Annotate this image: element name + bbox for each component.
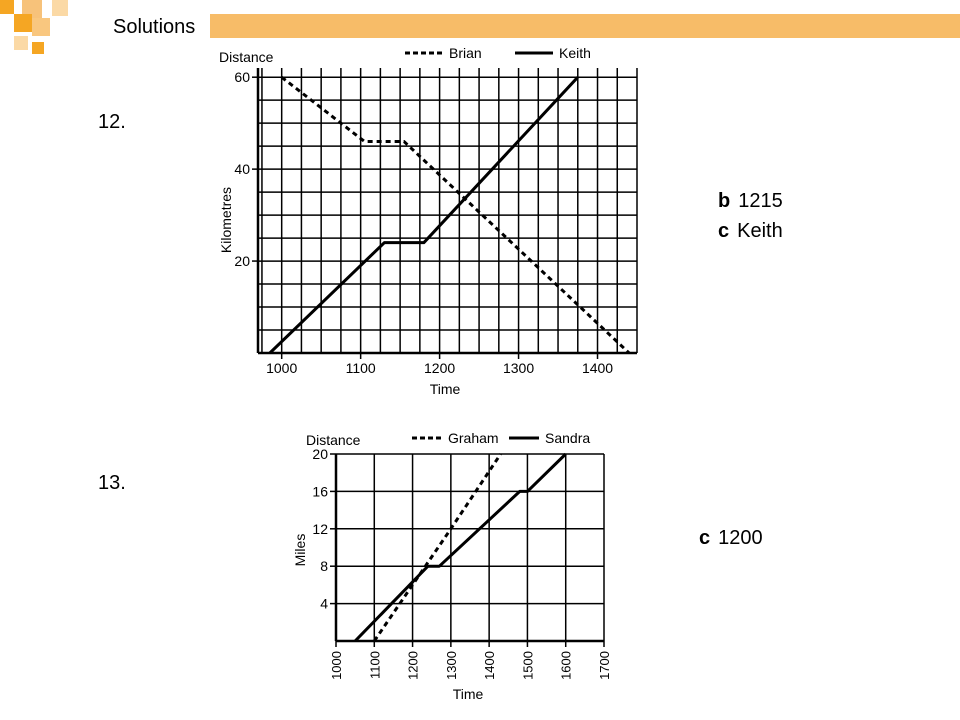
x-axis-label: Time [429,381,461,397]
y-tick-label: 12 [312,520,328,537]
y-tick-label: 20 [234,253,250,270]
legend-label: Brian [449,45,482,61]
y-tick-label: 40 [234,161,250,178]
x-tick-label: 1300 [443,651,459,680]
question-number-13: 13. [98,472,126,494]
x-axis-label: Time [452,686,484,702]
answer-letter: b [718,190,731,212]
x-tick-label: 1100 [367,651,383,679]
question-number-12: 12. [98,111,126,133]
answer-text: 1215 [738,190,783,212]
x-tick-label: 1400 [482,651,498,680]
x-tick-label: 1700 [597,651,612,680]
x-tick-label: 1600 [558,651,574,680]
corner-label: Distance [219,49,274,65]
answer-letter: c [718,220,730,242]
x-tick-label: 1000 [266,360,298,376]
answer-letter: c [699,527,711,549]
slide-title: Solutions [113,16,196,38]
series-line-sandra [355,454,566,641]
series-line-graham [374,454,500,641]
y-tick-label: 8 [320,558,328,575]
x-tick-label: 1500 [520,651,536,680]
answer-text: Keith [737,220,783,242]
x-tick-label: 1200 [424,360,456,376]
y-tick-label: 16 [312,483,328,500]
x-tick-label: 1300 [502,360,535,376]
y-axis-label: Kilometres [218,186,234,254]
y-tick-label: 20 [312,446,328,462]
corner-label: Distance [306,432,361,448]
x-tick-label: 1400 [581,360,614,376]
legend-label: Sandra [545,430,591,446]
y-tick-label: 60 [234,69,250,86]
x-tick-label: 1000 [329,651,344,680]
y-tick-label: 4 [320,595,328,612]
y-axis-label: Miles [292,533,308,567]
legend-label: Keith [559,45,591,61]
x-tick-label: 1100 [345,360,376,376]
answer-text: 1200 [718,527,763,549]
legend-label: Graham [448,430,499,446]
x-tick-label: 1200 [405,651,421,680]
